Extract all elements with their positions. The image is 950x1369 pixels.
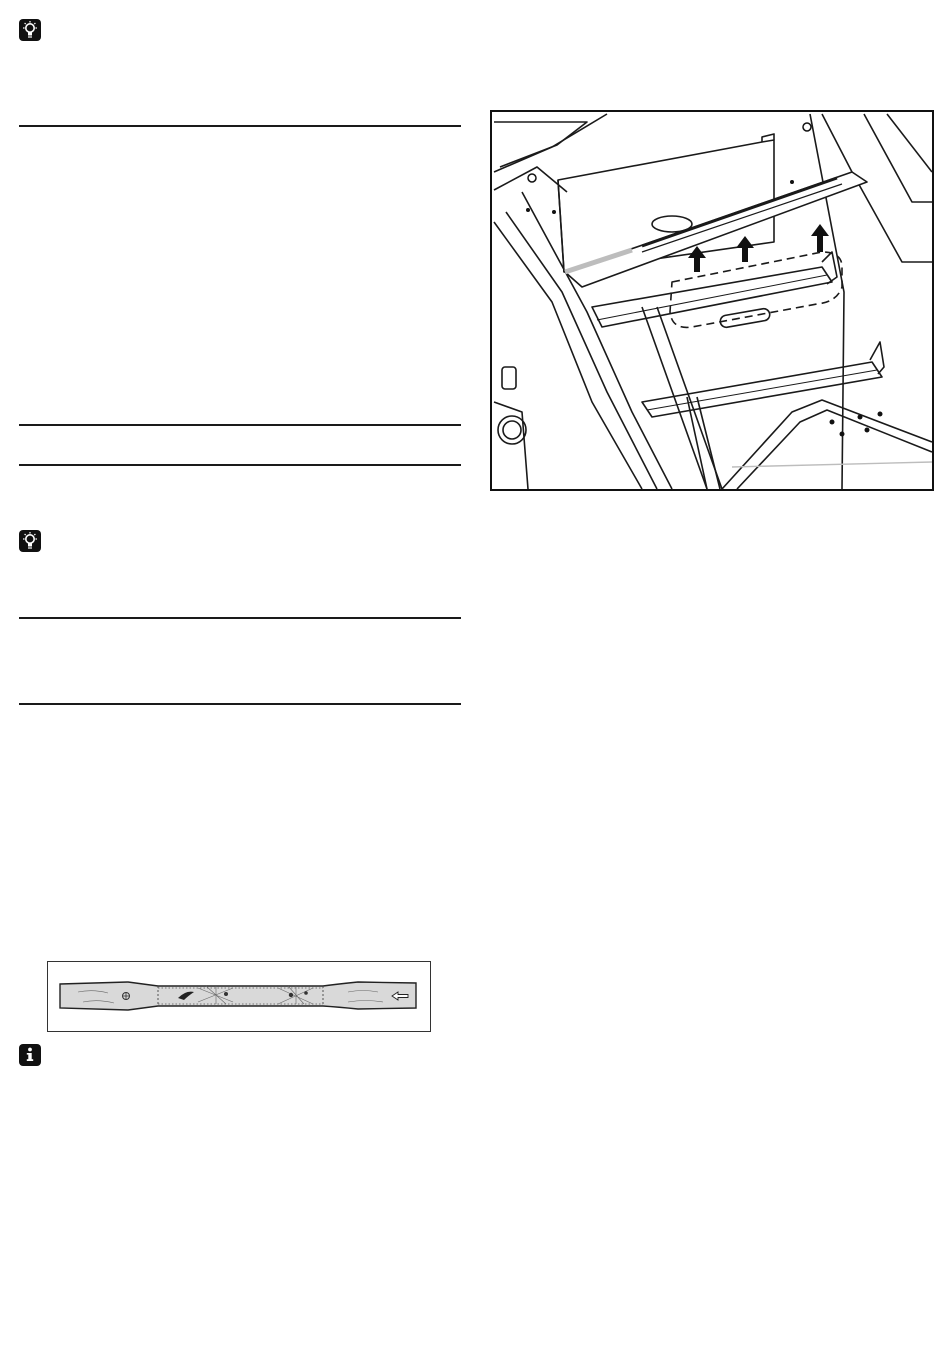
section-divider bbox=[19, 424, 461, 426]
burner-tube-illustration bbox=[48, 962, 429, 1030]
info-icon bbox=[19, 1044, 41, 1066]
section-divider bbox=[19, 703, 461, 705]
tip-icon bbox=[19, 19, 41, 41]
burner-tube-figure bbox=[47, 961, 431, 1032]
grill-interior-figure bbox=[490, 110, 934, 491]
section-divider bbox=[19, 464, 461, 466]
section-divider bbox=[19, 617, 461, 619]
tip-icon bbox=[19, 530, 41, 552]
grill-burner-removal-illustration bbox=[492, 112, 932, 489]
section-divider bbox=[19, 125, 461, 127]
